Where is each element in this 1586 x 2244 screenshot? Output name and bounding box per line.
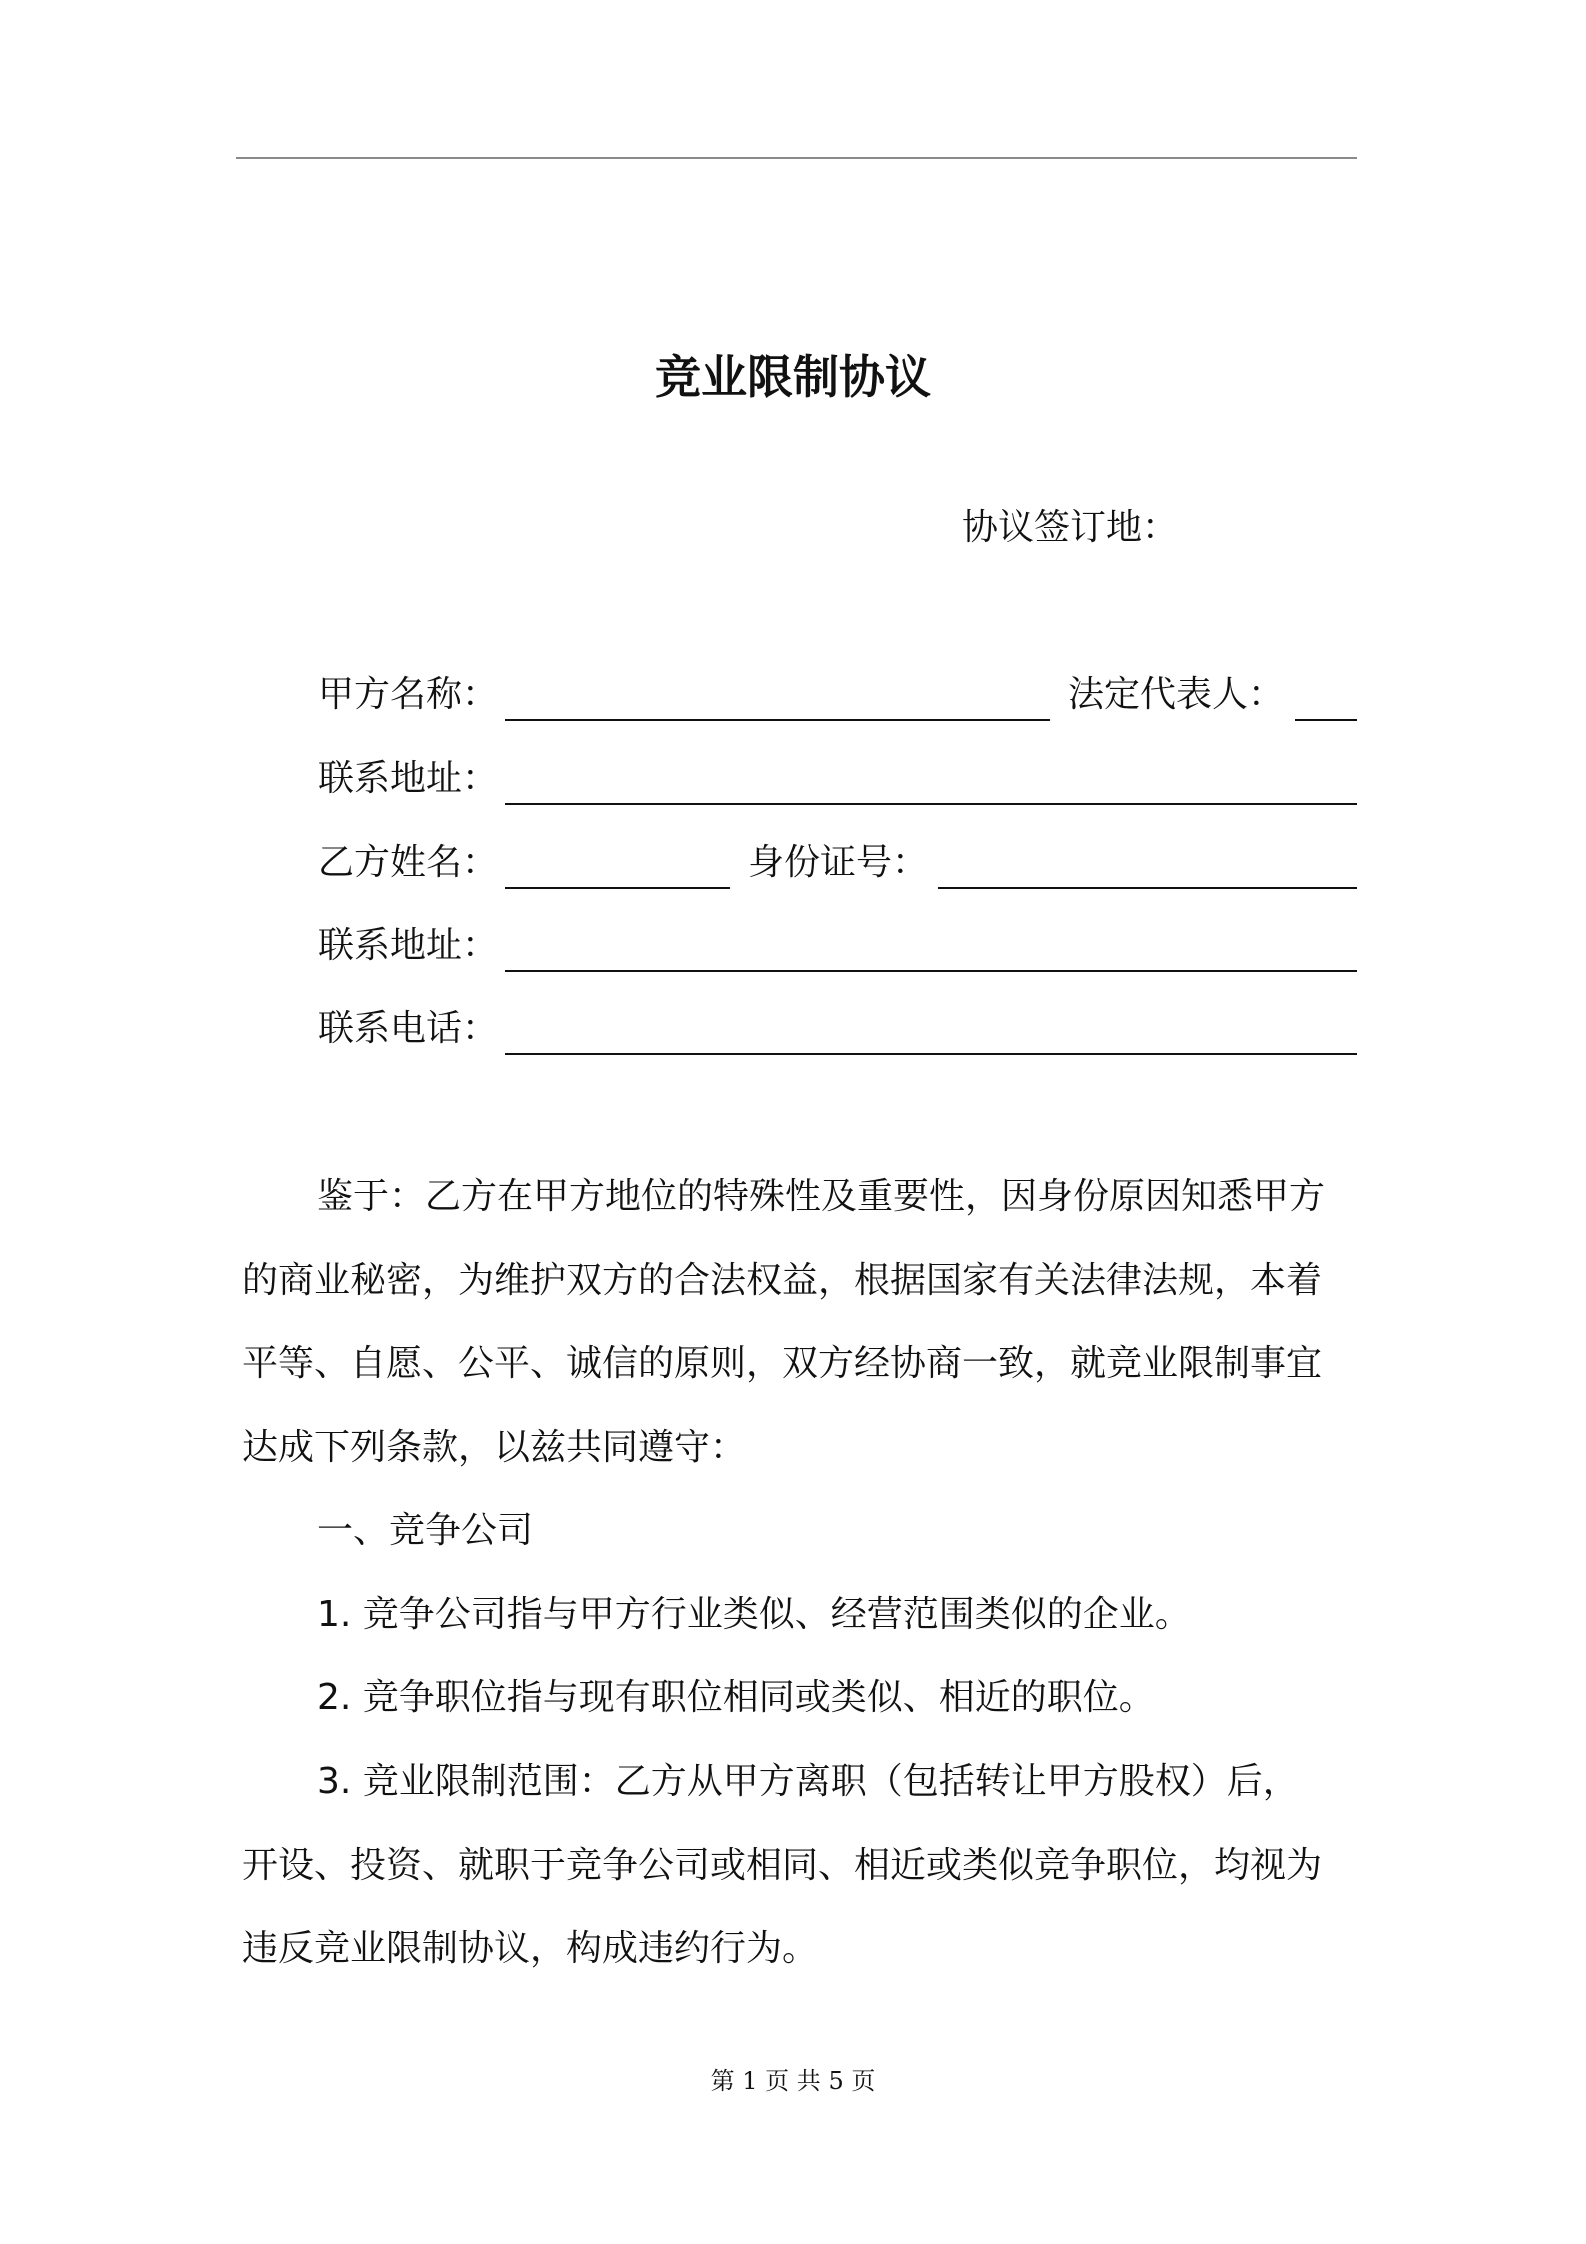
page-indicator: 第 1 页 共 5 页 [710, 2067, 876, 2095]
item3-paragraph [242, 1740, 1352, 1991]
party-a-name-field[interactable] [505, 719, 1050, 721]
legal-rep-field[interactable] [1295, 719, 1357, 721]
item3-line: 开设、投资、就职于竞争公司或相同、相近或类似竞争职位，均视为 [242, 1844, 1323, 1886]
item2-paragraph [242, 1656, 1352, 1740]
document-title: 竞业限制协议 [655, 350, 931, 404]
party-a-address-row [318, 749, 1357, 809]
item2-text: 2. 竞争职位指与现有职位相同或类似、相近的职位。 [317, 1677, 1155, 1718]
party-b-name-field[interactable] [505, 887, 730, 889]
party-b-address-field[interactable] [505, 970, 1357, 972]
preamble-line: 达成下列条款，以兹共同遵守： [242, 1426, 747, 1468]
party-a-name-label: 甲方名称： [318, 674, 499, 715]
preamble-paragraph [242, 1155, 1352, 1489]
id-number-label: 身份证号： [748, 842, 929, 883]
party-a-address-field[interactable] [505, 803, 1357, 805]
item3-line: 违反竞业限制协议，构成违约行为。 [242, 1928, 819, 1969]
party-b-address-label: 联系地址： [318, 925, 499, 966]
section1-heading-paragraph [242, 1489, 1352, 1573]
party-b-row [318, 833, 1357, 893]
item3-line: 3. 竞业限制范围：乙方从甲方离职（包括转让甲方股权）后， [317, 1761, 1299, 1802]
party-b-address-row [318, 916, 1357, 976]
header-rule [236, 157, 1357, 159]
party-b-phone-label: 联系电话： [318, 1008, 499, 1049]
sign-place-label: 协议签订地： [962, 507, 1179, 548]
preamble-line: 平等、自愿、公平、诚信的原则，双方经协商一致，就竞业限制事宜 [242, 1343, 1323, 1384]
section1-heading: 一、竞争公司 [317, 1510, 534, 1551]
party-b-name-label: 乙方姓名： [318, 842, 499, 883]
preamble-line: 鉴于：乙方在甲方地位的特殊性及重要性，因身份原因知悉甲方 [317, 1176, 1326, 1217]
item1-paragraph [242, 1573, 1352, 1657]
party-b-phone-field[interactable] [505, 1053, 1357, 1055]
party-a-address-label: 联系地址： [318, 758, 499, 799]
preamble-line: 的商业秘密，为维护双方的合法权益，根据国家有关法律法规，本着 [242, 1259, 1323, 1301]
party-a-row [318, 665, 1357, 725]
id-number-field[interactable] [938, 887, 1357, 889]
legal-rep-label: 法定代表人： [1068, 674, 1285, 715]
item1-text: 1. 竞争公司指与甲方行业类似、经营范围类似的企业。 [317, 1594, 1191, 1635]
party-b-phone-row [318, 999, 1357, 1059]
